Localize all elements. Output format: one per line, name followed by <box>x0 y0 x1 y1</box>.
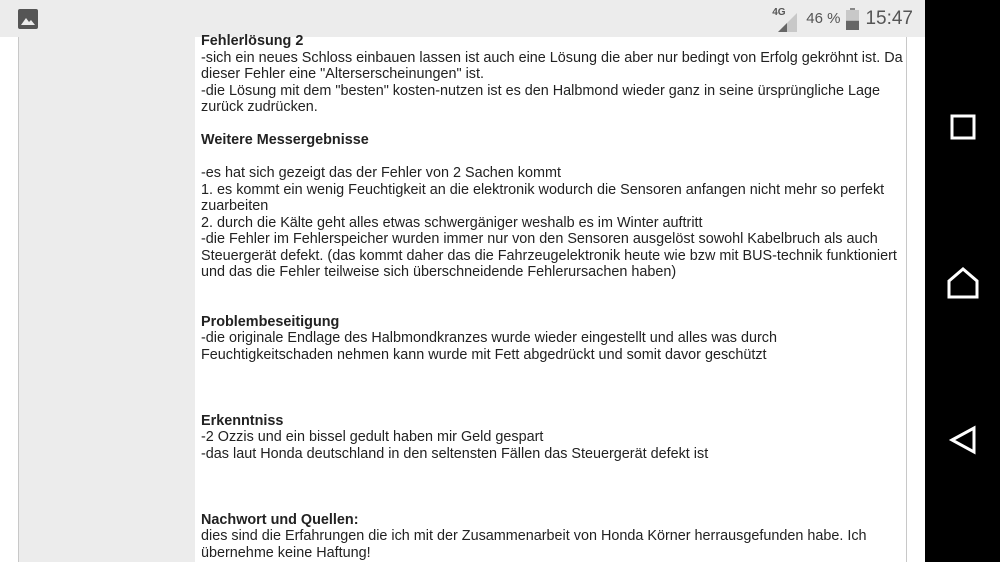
square-recents-icon <box>949 113 977 141</box>
paragraph-line: -die originale Endlage des Halbmondkranzes wurde wieder eingestellt und alles was durch Feuchtigkeitschaden nehmen kann wurde mit Fett abgedrückt und somit davor geschützt <box>201 330 777 363</box>
status-bar <box>0 0 925 37</box>
back-button[interactable] <box>925 410 1000 470</box>
paragraph-line: -das laut Honda deutschland in den seltensten Fällen das Steuergerät defekt ist <box>201 445 709 462</box>
section-title: Fehlerlösung 2 <box>201 33 304 49</box>
battery-percent: 46 % <box>806 10 841 27</box>
signal-icon <box>770 4 800 34</box>
article-body <box>201 33 903 561</box>
paragraph-line: -es hat sich gezeigt das der Fehler von 2 Sachen kommt <box>201 165 561 181</box>
recents-button[interactable] <box>925 97 1000 157</box>
right-border <box>906 37 907 562</box>
paragraph-line: -die Fehler im Fehlerspeicher wurden immer nur von den Sensoren ausgelöst sowohl Kabelbruch als auch Steuergerät defekt. (das kommt daher das die Fahrzeugelektronik heute wie bzw mit BUS-technik funktioniert und das die Fehler teilweise sich überschneidende Fehlerursachen haben) <box>201 231 897 280</box>
section-title: Weitere Messergebnisse <box>201 132 369 148</box>
paragraph-line: -2 Ozzis und ein bissel gedult haben mir Geld gespart <box>201 429 544 445</box>
network-type-label: 4G <box>772 6 786 18</box>
paragraph-line: dies sind die Erfahrungen die ich mit der Zusammenarbeit von Honda Körner herrausgefunden habe. Ich übernehme keine Haftung! <box>201 528 867 561</box>
clock: 15:47 <box>865 7 913 29</box>
back-triangle-icon <box>948 425 978 455</box>
paragraph-line: -die Lösung mit dem "besten" kosten-nutzen ist es den Halbmond wieder ganz in seine ürsprüngliche Lage zurück zudrücken. <box>201 82 880 115</box>
section-title: Erkenntniss <box>201 412 284 429</box>
status-icons <box>770 0 913 37</box>
paragraph-line: -sich ein neues Schloss einbauen lassen ist auch eine Lösung die aber nur bedingt von Erfolg gekröhnt ist. Da dieser Fehler eine "Alterserscheinungen" ist. <box>201 49 903 82</box>
home-button[interactable] <box>925 253 1000 313</box>
image-icon[interactable] <box>18 9 38 29</box>
paragraph-line: 1. es kommt ein wenig Feuchtigkeit an die elektronik wodurch die Sensoren anfangen nicht mehr so perfekt zuarbeiten <box>201 181 885 214</box>
home-icon <box>946 266 980 300</box>
navigation-bar <box>925 0 1000 562</box>
web-content[interactable] <box>0 33 925 562</box>
left-margin <box>18 37 195 562</box>
paragraph-line: 2. durch die Kälte geht alles etwas schwergäniger weshalb es im Winter auftritt <box>201 214 703 231</box>
section-title: Nachwort und Quellen: <box>201 511 359 528</box>
section-title: Problembeseitigung <box>201 313 340 330</box>
battery-icon <box>846 8 859 30</box>
